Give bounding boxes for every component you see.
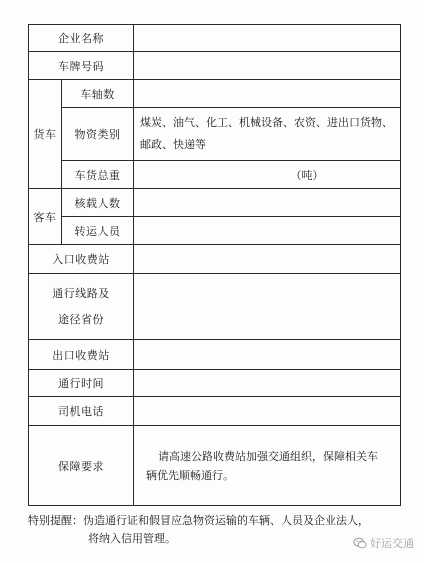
axle-count-field[interactable]: [134, 80, 401, 108]
total-weight-field[interactable]: [134, 161, 401, 189]
bus-section-label: 客车: [29, 189, 62, 245]
row-route: [29, 274, 401, 340]
row-cargo-type: [29, 108, 401, 161]
row-exit-station: [29, 340, 401, 370]
truck-section-label: 货车: [29, 80, 62, 189]
row-plate: [29, 52, 401, 80]
route-label-line1: 通行线路及: [52, 286, 110, 300]
exit-station-field[interactable]: [134, 340, 401, 370]
driver-phone-label: 司机电话: [29, 397, 134, 426]
watermark: [353, 535, 414, 551]
plate-number-label: 车牌号码: [29, 52, 134, 80]
driver-phone-field[interactable]: [134, 397, 401, 426]
row-capacity: [29, 189, 401, 217]
row-passengers: [29, 217, 401, 245]
special-reminder: [28, 512, 400, 548]
cargo-type-label: 物资类别: [62, 108, 134, 161]
route-field[interactable]: [134, 274, 401, 340]
exit-station-label: 出口收费站: [29, 340, 134, 370]
route-label-line2: 途径省份: [58, 312, 104, 326]
axle-count-label: 车轴数: [62, 80, 134, 108]
pass-time-field[interactable]: [134, 370, 401, 397]
entry-station-field[interactable]: [134, 245, 401, 274]
company-name-field[interactable]: [134, 25, 401, 52]
guarantee-text: [134, 426, 401, 506]
cargo-types-line2: 邮政、快递等: [140, 138, 206, 151]
route-label: [29, 274, 134, 340]
row-pass-time: [29, 370, 401, 397]
guarantee-text-line1: 请高速公路收费站加强交通组织，保障相关车: [158, 449, 378, 463]
passengers-label: 转运人员: [62, 217, 134, 245]
passengers-field[interactable]: [134, 217, 401, 245]
guarantee-text-line2: 辆优先顺畅通行。: [146, 468, 234, 482]
reminder-line1: 特别提醒：伪造通行证和假冒应急物资运输的车辆、人员及企业法人，: [28, 514, 369, 527]
row-axles: [29, 80, 401, 108]
row-entry-station: [29, 245, 401, 274]
guarantee-label: 保障要求: [29, 426, 134, 506]
pass-time-label: 通行时间: [29, 370, 134, 397]
cargo-types-line1: 煤炭、油气、化工、机械设备、农资、进出口货物、: [140, 116, 393, 129]
row-company: [29, 25, 401, 52]
permit-form-table: [28, 24, 401, 506]
row-total-weight: [29, 161, 401, 189]
capacity-label: 核载人数: [62, 189, 134, 217]
total-weight-unit: （吨）: [290, 168, 324, 182]
reminder-line2: 将纳入信用管理。: [88, 532, 176, 545]
capacity-field[interactable]: [134, 189, 401, 217]
watermark-text: 好运交通: [370, 537, 414, 550]
total-weight-label: 车货总重: [62, 161, 134, 189]
wechat-icon: [353, 536, 367, 550]
cargo-type-options[interactable]: [134, 108, 401, 161]
company-name-label: 企业名称: [29, 25, 134, 52]
row-guarantee: [29, 426, 401, 506]
plate-number-field[interactable]: [134, 52, 401, 80]
row-driver-phone: [29, 397, 401, 426]
entry-station-label: 入口收费站: [29, 245, 134, 274]
